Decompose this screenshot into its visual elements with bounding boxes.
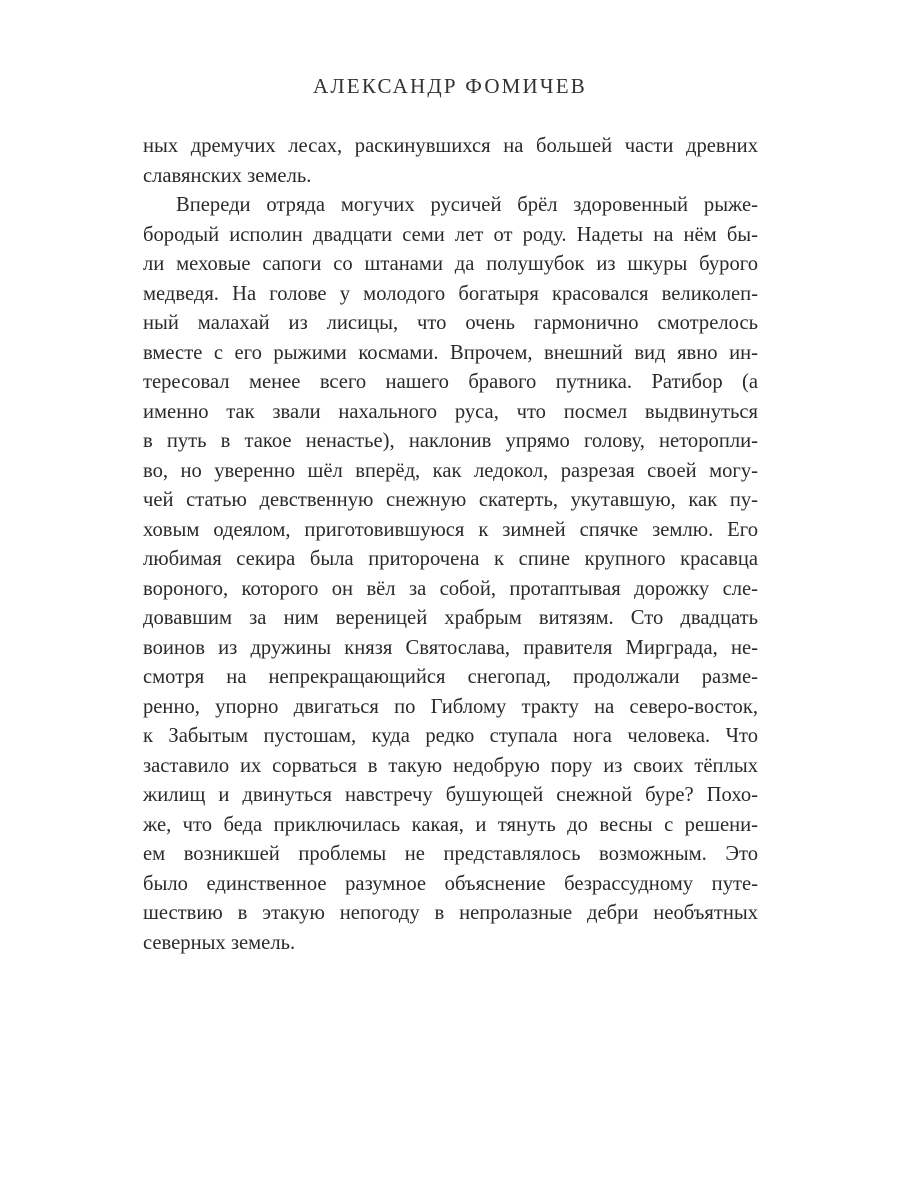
text-line: ем возникшей проблемы не представлялось возможным. Это [143,843,758,865]
text-line: жилищ и двинуться навстречу бушующей снежной буре? Похо- [143,784,758,806]
text-line: же, что беда приключилась какая, и тянуть до весны с решени- [143,813,758,836]
text-line: довавшим за ним вереницей храбрым витязям. Сто двадцать [143,607,758,629]
text-line: ный малахай из лисицы, что очень гармонично смотрелось [143,312,758,334]
text-line: смотря на непрекращающийся снегопад, продолжали разме- [143,666,758,688]
text-line: воинов из дружины князя Святослава, правителя Мирграда, не- [143,636,758,659]
text-line: именно так звали нахального руса, что посмел выдвинуться [143,400,758,423]
text-line: ренно, упорно двигаться по Гиблому тракту на северо-восток, [143,695,758,718]
text-line: Впереди отряда могучих русичей брёл здоровенный рыже- [176,194,758,216]
text-line: шествию в этакую непогоду в непролазные дебри необъятных [143,902,758,924]
text-line: вороного, которого он вёл за собой, протаптывая дорожку сле- [143,577,758,600]
text-line: было единственное разумное объяснение безрассудному путе- [143,872,758,895]
text-line: вместе с его рыжими космами. Впрочем, внешний вид явно ин- [143,341,758,364]
text-line: бородый исполин двадцати семи лет от роду. Надеты на нём бы- [143,223,758,246]
text-line: медведя. На голове у молодого богатыря красовался великолеп- [143,282,758,305]
text-line: любимая секира была приторочена к спине крупного красавца [143,548,758,570]
text-line: ных дремучих лесах, раскинувшихся на большей части древних [143,135,758,157]
running-head-author: АЛЕКСАНДР ФОМИЧЕВ [313,74,587,98]
text-line: северных земель. [143,931,296,954]
text-line: к Забытым пустошам, куда редко ступала нога человека. Что [143,725,758,747]
text-line: славянских земель. [143,164,312,187]
text-line: в путь в такое ненастье), наклонив упрямо голову, неторопли- [143,430,758,452]
text-line: заставило их сорваться в такую недобрую пору из своих тёплых [143,754,758,777]
text-line: во, но уверенно шёл вперёд, как ледокол, разрезая своей могу- [143,459,758,482]
text-line: ли меховые сапоги со штанами да полушубок из шкуры бурого [143,253,758,275]
text-line: чей статью девственную снежную скатерть, укутавшую, как пу- [143,489,758,511]
body-text [143,132,758,958]
text-line: тересовал менее всего нашего бравого путника. Ратибор (а [143,371,758,393]
text-line: ховым одеялом, приготовившуюся к зимней спячке землю. Его [143,518,758,541]
